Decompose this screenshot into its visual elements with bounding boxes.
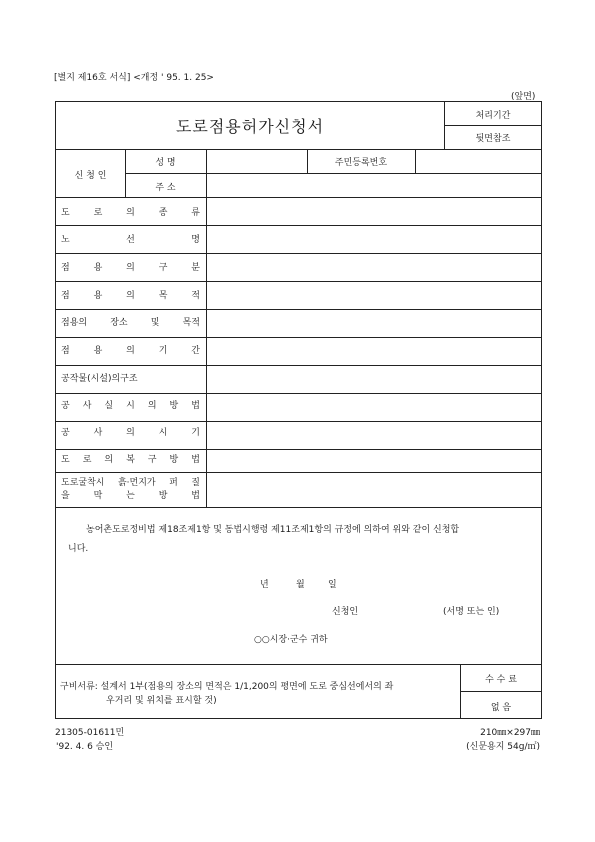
side-marker: (앞면) <box>511 92 536 102</box>
dust-prevention-field[interactable] <box>207 473 541 506</box>
divider <box>56 507 542 508</box>
form-title-box <box>56 102 444 149</box>
construction-method-label: 공 사 실 시 의 방 법 <box>61 401 200 411</box>
name-field[interactable] <box>207 150 306 172</box>
divider <box>460 691 542 692</box>
occupancy-category-field[interactable] <box>207 254 541 280</box>
address-field[interactable] <box>207 174 541 196</box>
occupancy-purpose-field[interactable] <box>207 282 541 308</box>
application-form <box>55 101 542 719</box>
processing-period-label: 처리기간 <box>475 111 511 121</box>
occupancy-period-label: 점 용 의 기 간 <box>61 346 200 356</box>
dust-prevention-label-line2: 을 막 는 방 법 <box>61 491 200 501</box>
date-year: 년 <box>260 580 269 590</box>
name-label: 성 명 <box>155 158 176 168</box>
construction-time-label: 공 사 의 시 기 <box>61 428 200 438</box>
road-type-label: 도 로 의 종 류 <box>61 208 200 218</box>
processing-period-value: 뒷면참조 <box>475 134 511 144</box>
date-day: 일 <box>328 580 337 590</box>
approval-date: '92. 4. 6 승인 <box>56 742 114 752</box>
address-label: 주 소 <box>155 183 176 193</box>
occupancy-location-field[interactable] <box>207 310 541 336</box>
occupancy-purpose-label: 점 용 의 목 적 <box>61 291 200 301</box>
construction-method-field[interactable] <box>207 394 541 420</box>
required-documents-cont: 우거리 및 위치를 표시할 것) <box>106 696 217 706</box>
applicant-sign-field[interactable] <box>366 600 436 616</box>
form-reference: [별지 제16호 서식] <개정 ' 95. 1. 25> <box>54 73 214 83</box>
paper-type: (신문용지 54g/㎡) <box>466 742 540 752</box>
divider <box>56 664 542 665</box>
statement-text: 농어촌도로정비법 제18조제1항 및 동법시행령 제11조제1항의 규정에 의하여 위와 같이 신청합 <box>86 525 460 535</box>
occupancy-location-label: 점용의 장소 및 목적 <box>61 318 200 328</box>
structure-label: 공작물(시설)의구조 <box>61 374 138 384</box>
resident-id-field[interactable] <box>416 150 541 172</box>
restoration-method-label: 도 로 의 복 구 방 법 <box>61 455 200 465</box>
dust-prevention-label: 도로굴착시 흙·먼지가 퍼 질 <box>61 478 200 488</box>
occupancy-period-field[interactable] <box>207 338 541 364</box>
date-month: 월 <box>296 580 305 590</box>
fee-label: 수 수 료 <box>485 675 517 685</box>
resident-id-label: 주민등록번호 <box>334 158 388 168</box>
applicant-sign-label: 신청인 <box>332 607 359 617</box>
sign-note: (서명 또는 인) <box>443 607 500 617</box>
route-name-label: 노 선 명 <box>61 235 200 245</box>
form-title: 도로점용허가신청서 <box>175 117 325 136</box>
fee-value: 없 음 <box>490 703 512 713</box>
construction-time-field[interactable] <box>207 422 541 448</box>
road-type-field[interactable] <box>207 198 541 224</box>
restoration-method-field[interactable] <box>207 450 541 472</box>
route-name-field[interactable] <box>207 226 541 252</box>
occupancy-category-label: 점 용 의 구 분 <box>61 263 200 273</box>
applicant-label: 신 청 인 <box>74 171 107 181</box>
form-number: 21305-01611민 <box>55 728 125 738</box>
paper-size: 210㎜×297㎜ <box>480 728 540 738</box>
required-documents: 구비서류: 설계서 1부(점용의 장소의 면적은 1/1,200의 평면에 도로 중심선에서의 좌 <box>60 682 394 692</box>
structure-field[interactable] <box>207 366 541 392</box>
statement-text-cont: 니다. <box>68 544 89 554</box>
divider <box>444 125 542 126</box>
addressee: ○○시장·군수 귀하 <box>254 635 328 645</box>
